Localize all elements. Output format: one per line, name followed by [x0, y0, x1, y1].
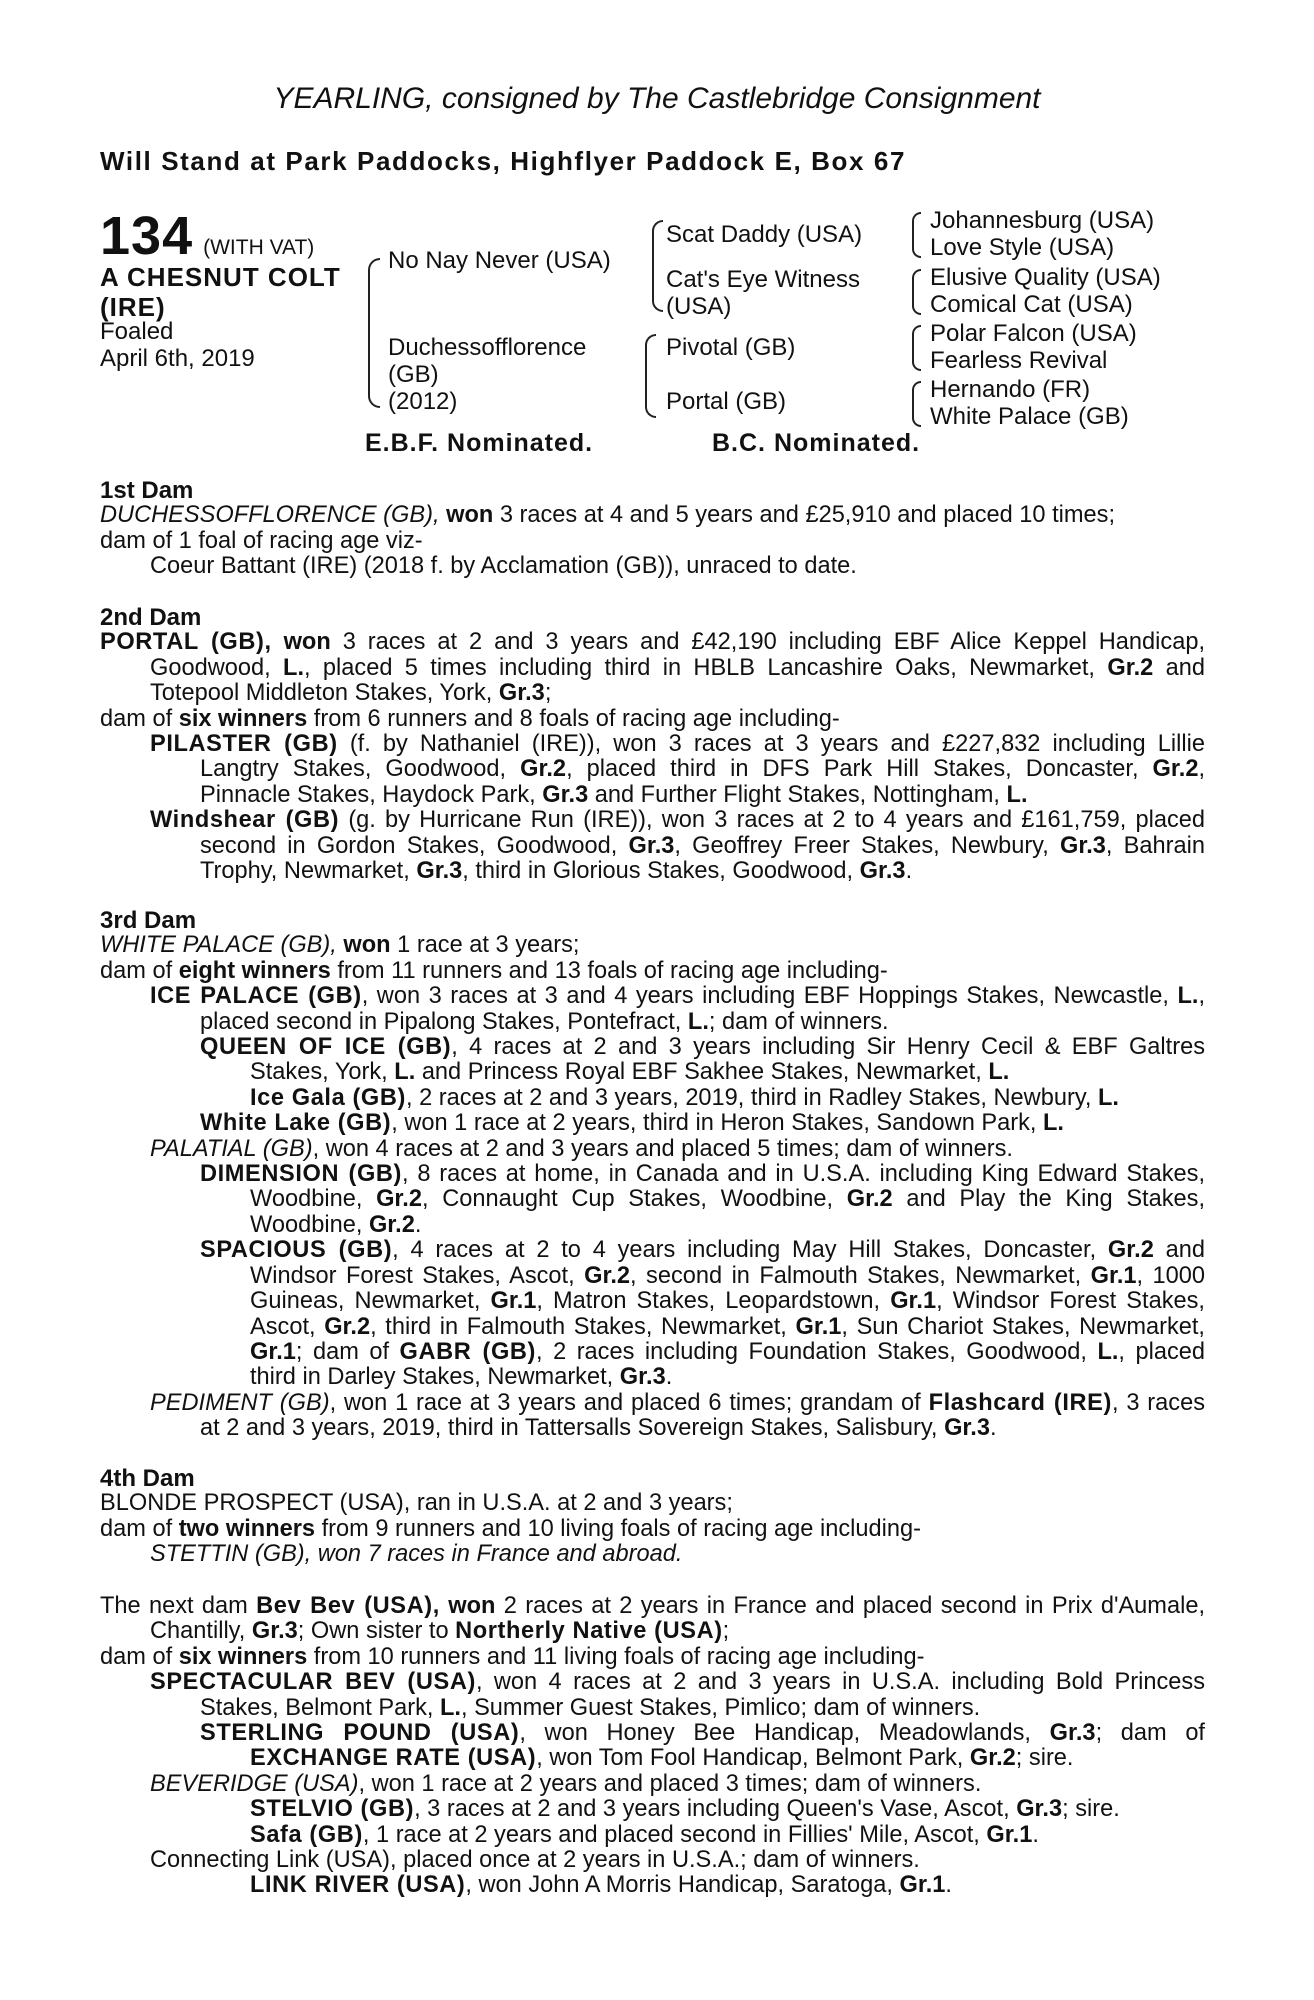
record-text: , placed second in Pipalong Stakes, Pontefract,	[200, 983, 1206, 1035]
record-text: , won 3 races at 3 and 4 years including EBF Hoppings Stakes, Newcastle,	[361, 983, 1169, 1010]
first-dam-line1	[100, 503, 1205, 528]
winners-count: eight winners	[178, 957, 331, 984]
first-dam-name: DUCHESSOFFLORENCE (GB),	[100, 502, 440, 529]
next-dam-record	[100, 1594, 1205, 1645]
grade-label: Gr.2	[520, 756, 567, 783]
second-dam-produce	[100, 707, 1205, 732]
listed-label: L.	[1097, 1084, 1119, 1111]
won-label: won	[448, 1593, 496, 1619]
palatial-entry	[100, 1137, 1205, 1162]
grade-label: Gr.2	[584, 1262, 631, 1289]
record-text: ;	[722, 1618, 730, 1645]
pedigree-g5: Polar Falcon (USA)	[930, 320, 1137, 347]
horse-name: Northerly Native (USA)	[455, 1618, 723, 1645]
foaled-label: Foaled	[100, 318, 174, 345]
first-dam-section	[100, 478, 1205, 580]
record-text: , 8 races at home, in Canada and in U.S.A. including King Edward Stakes, Woodbine,	[250, 1161, 1205, 1213]
record-text: ; sire.	[1015, 1745, 1074, 1772]
record-text: , 2 races at 2 and 3 years, 2019, third in Radley Stakes, Newbury,	[405, 1084, 1092, 1111]
pedigree-brace-g1	[912, 212, 921, 258]
grade-label: Gr.2	[969, 1745, 1016, 1772]
third-dam-heading: 3rd Dam	[100, 907, 197, 934]
record-text: , Bahrain Trophy, Newmarket,	[200, 832, 1205, 885]
grade-label: Gr.1	[986, 1821, 1033, 1848]
record-text: dam of	[100, 1643, 173, 1670]
record-text: , Pinnacle Stakes, Haydock Park,	[200, 756, 1206, 808]
record-text: from 11 runners and 13 foals of racing age including-	[337, 957, 888, 984]
record-text: ; Own sister to	[297, 1618, 449, 1645]
pedigree-dam-name: Duchessofflorence	[388, 334, 587, 361]
won-label: won	[446, 502, 494, 529]
grade-label: Gr.3	[251, 1618, 298, 1645]
record-text: ; sire.	[1062, 1796, 1120, 1823]
record-text: and Totepool Middleton Stakes, York,	[150, 654, 1206, 707]
record-text: , won 4 races at 2 and 3 years and placed 5 times; dam of winners.	[312, 1135, 1013, 1162]
third-dam-produce	[100, 959, 1205, 984]
stelvio-entry	[100, 1797, 1205, 1822]
won-label: won	[283, 629, 331, 656]
record-text: , won Tom Fool Handicap, Belmont Park,	[536, 1745, 964, 1772]
record-text: , won John A Morris Handicap, Saratoga,	[465, 1872, 893, 1899]
record-text: , Sun Chariot Stakes, Newmarket,	[841, 1313, 1205, 1340]
record-text: dam of	[100, 705, 173, 732]
grade-label: Gr.3	[1016, 1796, 1063, 1823]
horse-name: Windshear (GB)	[150, 807, 340, 834]
lot-description-line2: (IRE)	[100, 292, 166, 322]
grade-label: Gr.1	[795, 1313, 842, 1340]
listed-label: L.	[1043, 1110, 1064, 1137]
won-label: won	[343, 932, 391, 959]
record-text: ; dam of	[295, 1338, 390, 1365]
record-text: , Summer Guest Stakes, Pimlico; dam of winners.	[460, 1694, 981, 1721]
grade-label: Gr.3	[1049, 1720, 1096, 1747]
fourth-dam-heading: 4th Dam	[100, 1465, 195, 1492]
grade-label: Gr.3	[1059, 832, 1106, 859]
record-text: and Play the King Stakes, Woodbine,	[250, 1186, 1205, 1238]
queen-of-ice-entry	[100, 1035, 1205, 1086]
record-text: ;	[544, 680, 552, 707]
horse-name: GABR (GB)	[399, 1338, 537, 1365]
grade-label: Gr.1	[1090, 1262, 1137, 1289]
second-dam-section	[100, 605, 1205, 884]
stettin-entry	[100, 1542, 1205, 1567]
record-text: , Windsor Forest Stakes, Ascot,	[250, 1288, 1205, 1340]
lot-number-block	[100, 205, 314, 267]
pedigree-g2: Love Style (USA)	[930, 234, 1115, 261]
horse-name: STERLING POUND (USA)	[200, 1720, 520, 1747]
record-text: 1 race at 3 years;	[397, 932, 580, 959]
record-text: , won 1 race at 3 years and placed 6 times; grandam of	[329, 1389, 921, 1416]
record-text: from 9 runners and 10 living foals of racing age including-	[321, 1515, 921, 1542]
record-text: .	[945, 1872, 952, 1899]
horse-name: PEDIMENT (GB)	[150, 1389, 330, 1416]
winners-count: six winners	[178, 705, 308, 732]
pediment-entry	[100, 1391, 1205, 1442]
record-text: , placed third in DFS Park Hill Stakes, Doncaster,	[566, 756, 1139, 783]
horse-name: EXCHANGE RATE (USA)	[250, 1745, 537, 1772]
horse-name: SPACIOUS (GB)	[200, 1237, 393, 1264]
listed-label: L.	[439, 1694, 461, 1721]
record-text: dam of	[100, 1515, 173, 1542]
record-text: , 1 race at 2 years and placed second in Fillies' Mile, Ascot,	[362, 1821, 980, 1848]
location-heading: Will Stand at Park Paddocks, Highflyer Paddock E, Box 67	[100, 146, 907, 176]
listed-label: L.	[988, 1059, 1010, 1086]
pedigree-sire-sire: Scat Daddy (USA)	[666, 221, 863, 248]
listed-label: L.	[687, 1008, 709, 1035]
grade-label: Gr.1	[250, 1338, 296, 1365]
horse-name: STELVIO (GB)	[250, 1796, 415, 1823]
sterling-pound-entry	[100, 1721, 1205, 1772]
grade-label: Gr.3	[944, 1415, 990, 1442]
record-text: and Princess Royal EBF Sakhee Stakes, Newmarket,	[421, 1059, 982, 1086]
record-text: .	[989, 1415, 997, 1442]
lot-description	[100, 262, 341, 322]
record-text: , third in Glorious Stakes, Goodwood,	[462, 858, 854, 885]
listed-label: L.	[1177, 983, 1199, 1010]
second-dam-record	[100, 630, 1205, 706]
horse-name: DIMENSION (GB)	[200, 1161, 403, 1188]
record-text: from 10 runners and 11 living foals of racing age including-	[313, 1643, 925, 1670]
grade-label: Gr.3	[416, 858, 463, 885]
first-dam-record: 3 races at 4 and 5 years and £25,910 and placed 10 times;	[499, 502, 1116, 529]
record-text: , 2 races including Foundation Stakes, Goodwood,	[536, 1338, 1087, 1365]
pedigree-gen3-b	[930, 264, 1161, 318]
grade-label: Gr.3	[628, 832, 675, 859]
foaled-block	[100, 318, 255, 372]
record-text: .	[1032, 1821, 1039, 1848]
grade-label: Gr.1	[899, 1872, 946, 1899]
record-text: 2 races at 2 years in France and placed second in Prix d'Aumale, Chantilly,	[150, 1593, 1206, 1645]
record-text: ; dam of winners.	[708, 1008, 889, 1035]
record-text: , won Honey Bee Handicap, Meadowlands,	[519, 1720, 1031, 1747]
third-dam-line1	[100, 933, 1205, 958]
third-dam-name: WHITE PALACE (GB),	[100, 932, 337, 959]
record-text: ; dam of	[1095, 1720, 1205, 1747]
fourth-dam-section	[100, 1466, 1205, 1568]
pedigree-g4: Comical Cat (USA)	[930, 291, 1133, 318]
pilaster-entry	[100, 732, 1205, 808]
pedigree-g7: Hernando (FR)	[930, 376, 1091, 403]
pedigree-dam-dam: Portal (GB)	[666, 388, 787, 415]
pedigree-sire-dam-name: Cat's Eye Witness	[666, 266, 860, 293]
safa-entry	[100, 1823, 1205, 1848]
lot-number: 134	[100, 206, 194, 266]
horse-name: SPECTACULAR BEV (USA)	[150, 1669, 476, 1696]
second-dam-heading: 2nd Dam	[100, 604, 202, 631]
pedigree-dam-year: (2012)	[388, 388, 458, 415]
pedigree-sire-dam	[666, 266, 860, 320]
grade-label: Gr.2	[1107, 1237, 1154, 1264]
listed-label: L.	[1006, 781, 1028, 808]
horse-name: BEVERIDGE (USA)	[150, 1770, 359, 1797]
ice-gala-entry	[100, 1086, 1205, 1111]
spectacular-bev-entry	[100, 1670, 1205, 1721]
pedigree-dam-sire: Pivotal (GB)	[666, 334, 796, 361]
record-text: .	[665, 1364, 673, 1391]
pedigree-g1: Johannesburg (USA)	[930, 207, 1155, 234]
record-text: , second in Falmouth Stakes, Newmarket,	[630, 1262, 1082, 1289]
grade-label: Gr.2	[1152, 756, 1199, 783]
record-text: , won 1 race at 2 years, third in Heron Stakes, Sandown Park,	[391, 1110, 1037, 1137]
pedigree-brace-sire	[652, 220, 663, 312]
grade-label: Gr.1	[490, 1288, 537, 1315]
record-text: (g. by Hurricane Run (IRE)), won 3 races at 2 to 4 years and £161,759, placed second in Gordon Stakes, Goodwood,	[200, 807, 1205, 859]
lot-vat: (WITH VAT)	[203, 236, 315, 259]
record-text: , 1000 Guineas, Newmarket,	[250, 1262, 1205, 1315]
pedigree-dam	[388, 334, 586, 415]
pedigree-gen3-d	[930, 376, 1129, 430]
pedigree-sire: No Nay Never (USA)	[388, 247, 611, 274]
winners-count: six winners	[178, 1643, 308, 1670]
windshear-entry	[100, 808, 1205, 884]
horse-name: QUEEN OF ICE (GB)	[200, 1034, 452, 1061]
lot-description-line1: A CHESNUT COLT	[100, 262, 341, 292]
horse-name: Safa (GB)	[250, 1821, 363, 1848]
next-dam-produce	[100, 1645, 1205, 1670]
horse-name: Flashcard (IRE)	[928, 1389, 1112, 1416]
link-river-entry	[100, 1873, 1205, 1898]
pedigree-gen3-c	[930, 320, 1137, 374]
record-text: , Geoffrey Freer Stakes, Newbury,	[674, 832, 1049, 859]
pedigree-brace-g4	[912, 381, 921, 427]
record-text: , 3 races at 2 and 3 years including Queen's Vase, Ascot,	[414, 1796, 1010, 1823]
listed-label: L.	[1097, 1338, 1119, 1365]
record-text: and Windsor Forest Stakes, Ascot,	[250, 1237, 1205, 1289]
third-dam-section	[100, 908, 1205, 1442]
record-text: , won 4 races at 2 and 3 years in U.S.A. including Bold Princess Stakes, Belmont Park,	[200, 1669, 1205, 1721]
horse-name: PALATIAL (GB)	[150, 1135, 313, 1162]
spacious-entry	[100, 1238, 1205, 1390]
record-text: dam of	[100, 957, 173, 984]
record-text: .	[414, 1211, 422, 1238]
winners-count: two winners	[178, 1515, 316, 1542]
grade-label: Gr.3	[859, 858, 906, 885]
horse-entry: STETTIN (GB), won 7 races in France and abroad.	[150, 1541, 683, 1568]
record-text: , 4 races at 2 to 4 years including May Hill Stakes, Doncaster,	[392, 1237, 1097, 1264]
record-text: The next dam	[100, 1593, 248, 1619]
dimension-entry	[100, 1162, 1205, 1238]
record-text: (f. by Nathaniel (IRE)), won 3 races at 3 years and £227,832 including Lillie Langtry Stakes, Goodwood,	[200, 731, 1205, 783]
record-text: from 6 runners and 8 foals of racing age including-	[313, 705, 840, 732]
record-text: and Further Flight Stakes, Nottingham,	[594, 781, 1000, 808]
connecting-link-entry: Connecting Link (USA), placed once at 2 years in U.S.A.; dam of winners.	[150, 1847, 920, 1874]
grade-label: Gr.3	[542, 781, 589, 808]
grade-label: Gr.2	[368, 1211, 415, 1238]
pedigree-brace-dam	[645, 334, 656, 418]
record-text: , 3 races at 2 and 3 years, 2019, third in Tattersalls Sovereign Stakes, Salisbury,	[200, 1389, 1206, 1442]
consignment-heading: YEARLING, consigned by The Castlebridge Consignment	[273, 82, 1041, 115]
first-dam-line2: dam of 1 foal of racing age viz-	[100, 527, 423, 554]
pedigree-gen3-a	[930, 207, 1154, 261]
pedigree-g3: Elusive Quality (USA)	[930, 264, 1161, 291]
horse-name: White Lake (GB)	[200, 1110, 392, 1137]
grade-label: Gr.2	[324, 1313, 371, 1340]
record-text: 3 races at 2 and 3 years and £42,190 including EBF Alice Keppel Handicap, Goodwood,	[150, 629, 1205, 681]
ebf-nominated: E.B.F. Nominated.	[365, 429, 594, 457]
pedigree-sire-dam-country: (USA)	[666, 293, 732, 320]
horse-name: Bev Bev (USA),	[256, 1593, 440, 1619]
listed-label: L.	[283, 654, 305, 681]
record-text: , placed 5 times including third in HBLB Lancashire Oaks, Newmarket,	[304, 654, 1095, 681]
grade-label: Gr.1	[890, 1288, 937, 1315]
horse-name: Ice Gala (GB)	[250, 1084, 406, 1111]
pedigree-brace-g3	[912, 325, 921, 371]
grade-label: Gr.3	[619, 1364, 666, 1391]
record-text: , Matron Stakes, Leopardstown,	[536, 1288, 881, 1315]
first-dam-foal: Coeur Battant (IRE) (2018 f. by Acclamation (GB)), unraced to date.	[150, 553, 857, 580]
horse-name: PILASTER (GB)	[150, 731, 338, 758]
record-text: , 4 races at 2 and 3 years including Sir Henry Cecil & EBF Galtres Stakes, York,	[250, 1034, 1205, 1086]
pedigree-g8: White Palace (GB)	[930, 403, 1129, 430]
horse-name: LINK RIVER (USA)	[250, 1872, 466, 1899]
record-text: , Connaught Cup Stakes, Woodbine,	[421, 1186, 834, 1213]
fourth-dam-line1: BLONDE PROSPECT (USA), ran in U.S.A. at 2 and 3 years;	[100, 1490, 733, 1517]
beveridge-entry	[100, 1772, 1205, 1797]
record-text: , placed third in Darley Stakes, Newmarket,	[250, 1338, 1205, 1391]
record-text: , third in Falmouth Stakes, Newmarket,	[370, 1313, 787, 1340]
ice-palace-entry	[100, 984, 1205, 1035]
grade-label: Gr.2	[846, 1186, 893, 1213]
bc-nominated: B.C. Nominated.	[712, 429, 921, 457]
listed-label: L.	[394, 1059, 416, 1086]
record-text: , won 1 race at 2 years and placed 3 times; dam of winners.	[358, 1770, 982, 1797]
pedigree-dam-country: (GB)	[388, 361, 439, 388]
grade-label: Gr.2	[376, 1186, 422, 1213]
foaled-date: April 6th, 2019	[100, 345, 255, 372]
record-text: .	[905, 858, 913, 885]
pedigree-brace-g2	[912, 269, 921, 315]
pedigree-g6: Fearless Revival	[930, 347, 1108, 374]
second-dam-name: PORTAL (GB),	[100, 629, 272, 656]
white-lake-entry	[100, 1111, 1205, 1136]
pedigree-brace-gen1	[368, 258, 380, 408]
grade-label: Gr.2	[1107, 654, 1154, 681]
grade-label: Gr.3	[498, 680, 545, 707]
horse-name: ICE PALACE (GB)	[150, 983, 362, 1010]
first-dam-heading: 1st Dam	[100, 477, 194, 504]
fourth-dam-produce	[100, 1517, 1205, 1542]
next-dam-section	[100, 1594, 1205, 1899]
